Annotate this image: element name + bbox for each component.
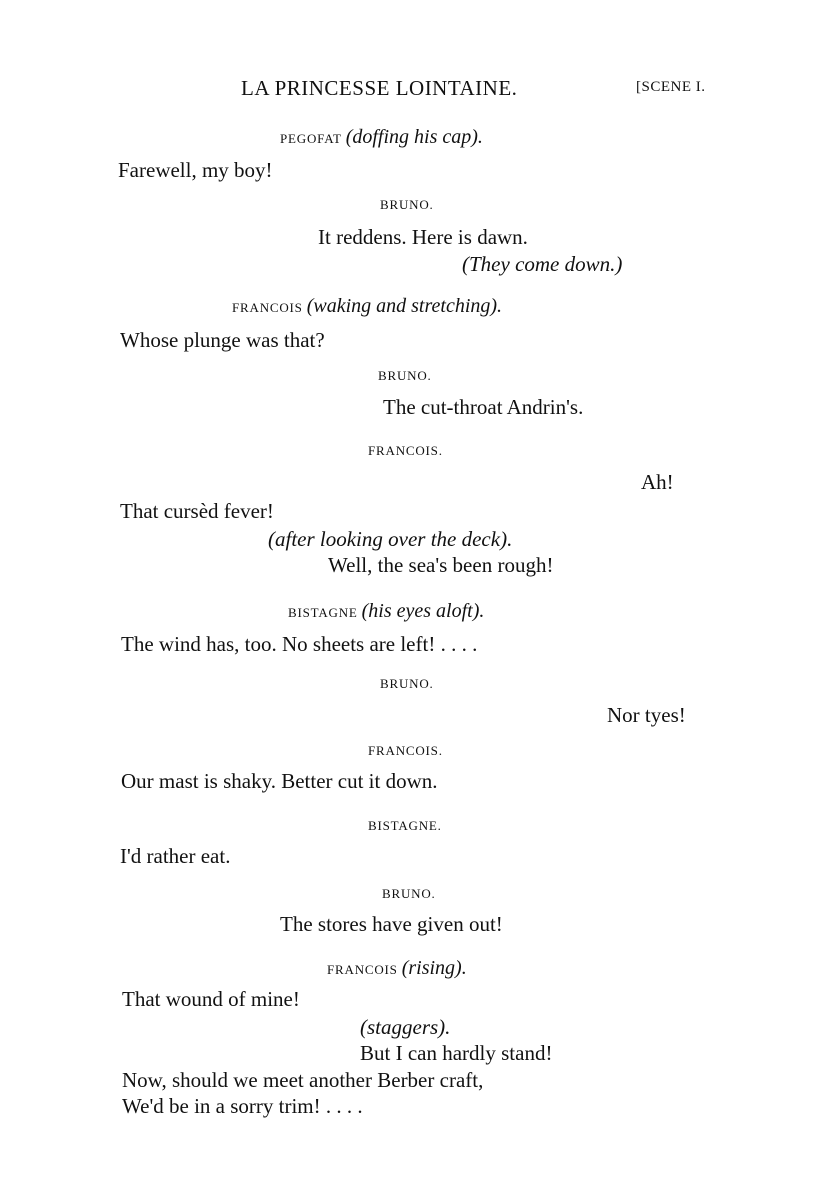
speaker-name: FRANCOIS xyxy=(232,300,303,315)
verse-line: I'd rather eat. xyxy=(120,844,231,868)
verse-line: We'd be in a sorry trim! . . . . xyxy=(122,1094,363,1118)
speaker-line xyxy=(232,295,502,318)
speaker-name: BISTAGNE xyxy=(288,605,358,620)
speaker-name: BRUNO. xyxy=(380,197,434,212)
speaker-name: BISTAGNE. xyxy=(368,818,442,833)
speaker-name: FRANCOIS xyxy=(327,962,398,977)
verse-line: But I can hardly stand! xyxy=(360,1041,553,1065)
speaker-name: BRUNO. xyxy=(380,676,434,691)
verse-line: Nor tyes! xyxy=(607,703,686,727)
speaker-name: FRANCOIS. xyxy=(368,443,443,458)
verse-line: Our mast is shaky. Better cut it down. xyxy=(121,769,438,793)
verse-line: Farewell, my boy! xyxy=(118,158,273,182)
stage-direction: (waking and stretching). xyxy=(306,295,503,317)
verse-line: Well, the sea's been rough! xyxy=(328,553,554,577)
verse-line: The cut-throat Andrin's. xyxy=(383,395,584,419)
speaker-name: FRANCOIS. xyxy=(368,743,443,758)
speaker-line xyxy=(280,126,483,149)
verse-line: Ah! xyxy=(641,470,674,494)
stage-direction: (after looking over the deck). xyxy=(268,527,513,551)
stage-direction: (his eyes aloft). xyxy=(361,600,485,622)
verse-line: That wound of mine! xyxy=(122,987,300,1011)
verse-line: Whose plunge was that? xyxy=(120,328,325,352)
stage-direction: (They come down.) xyxy=(462,252,623,276)
verse-line: It reddens. Here is dawn. xyxy=(318,225,528,249)
running-title: LA PRINCESSE LOINTAINE. xyxy=(241,76,518,100)
speaker-name: BRUNO. xyxy=(378,368,432,383)
speaker-name: BRUNO. xyxy=(382,886,436,901)
verse-line: That cursèd fever! xyxy=(120,499,274,523)
stage-direction: (staggers). xyxy=(360,1015,451,1039)
speaker-line xyxy=(327,957,467,980)
scene-marker: [SCENE I. xyxy=(636,79,706,95)
verse-line: The stores have given out! xyxy=(280,912,503,936)
speaker-line xyxy=(288,600,484,623)
stage-direction: (doffing his cap). xyxy=(345,126,483,148)
verse-line: Now, should we meet another Berber craft, xyxy=(122,1068,484,1092)
stage-direction: (rising). xyxy=(401,957,467,979)
verse-line: The wind has, too. No sheets are left! . . . . xyxy=(121,632,478,656)
speaker-name: PEGOFAT xyxy=(280,131,342,146)
